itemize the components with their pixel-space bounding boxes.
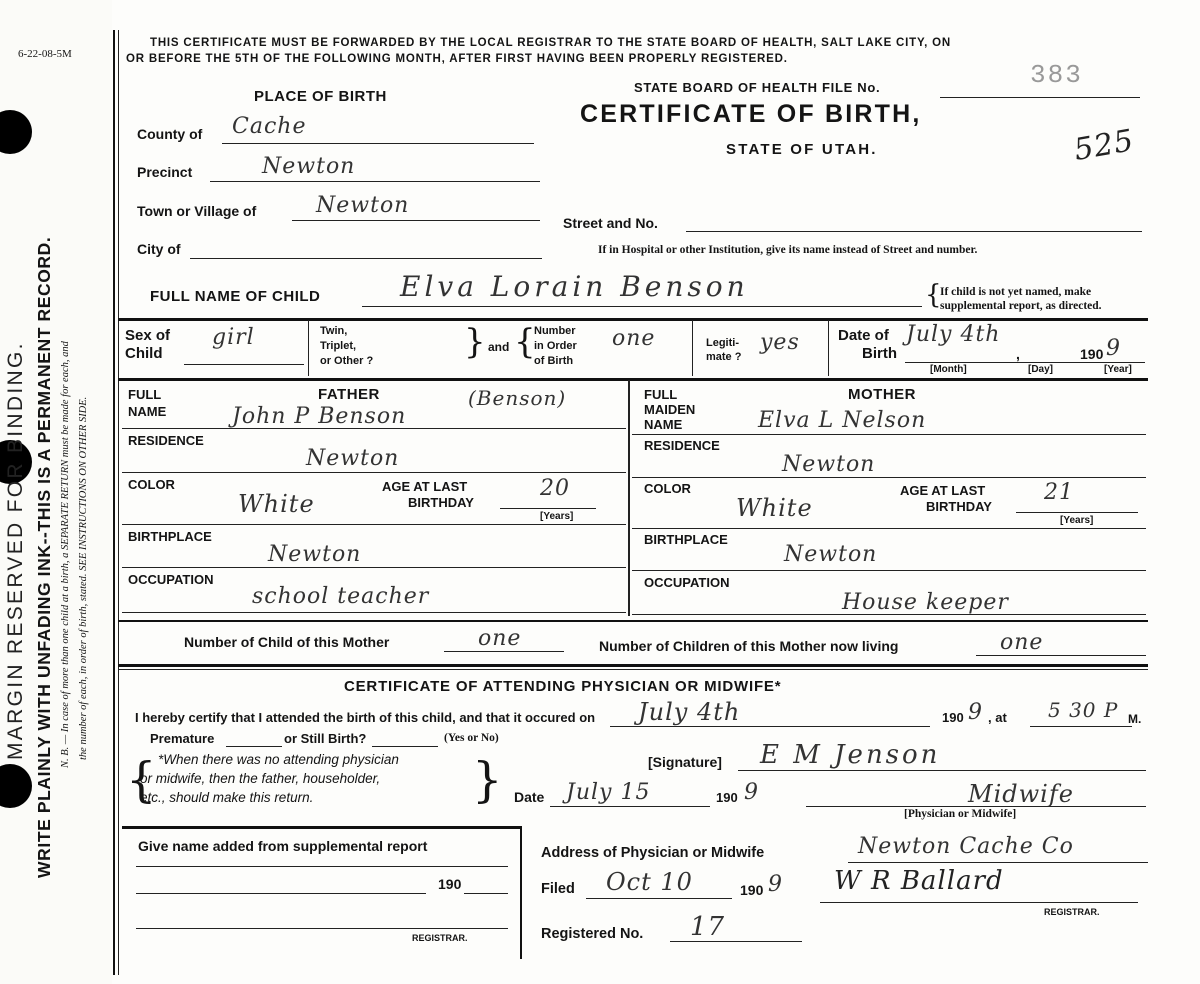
note-brace-left: { [126,752,157,808]
father-occupation-line [122,612,626,613]
dob-year-digit: 9 [1106,336,1121,361]
physician-title-line [806,806,1146,807]
margin-rule [113,30,115,975]
forwarding-notice-line-2: OR BEFORE THE 5TH OF THE FOLLOWING MONTH, AFTER FIRST HAVING BEEN PROPERLY REGISTERED. [126,53,788,65]
filed-year-prefix: 190 [740,882,764,898]
father-color: White [238,490,315,518]
supplemental-registrar-label: REGISTRAR. [412,933,468,943]
birth-date-line [610,726,930,727]
mother-age-line [1016,512,1138,513]
yes-no-label: (Yes or No) [444,732,499,744]
father-residence: Newton [306,446,400,471]
father-residence-label: RESIDENCE [128,433,204,448]
twin-label-3: or Other ? [320,355,374,367]
address-line [848,862,1148,863]
physician-title-caption: [Physician or Midwife] [904,808,1017,820]
parents-top-rule [118,378,1148,381]
address-label: Address of Physician or Midwife [541,845,765,861]
father-age: 20 [540,476,570,501]
city-line [190,258,542,259]
m-label: M. [1128,712,1142,726]
dob-label-2: Birth [862,345,897,362]
filed-date-line [586,898,732,899]
certificate-subtitle: STATE OF UTAH. [726,141,878,158]
date-label: Date [514,789,545,805]
year-caption: [Year] [1104,364,1132,375]
dob-line [905,362,1145,363]
forwarding-notice-line-1: THIS CERTIFICATE MUST BE FORWARDED BY THE LOCAL REGISTRAR TO THE STATE BOARD OF HEALTH, SALT LAKE CITY, ON [150,37,951,49]
margin-rule-inner [118,30,119,975]
registrar-label: REGISTRAR. [1044,907,1100,917]
signature-label: [Signature] [648,754,722,770]
sex-value: girl [212,325,255,350]
margin-note-2: the number of each, in order of birth, stated. SEE INSTRUCTIONS ON OTHER SIDE. [78,396,89,760]
counts-top-rule [118,620,1148,622]
side-number: 525 [1071,123,1137,168]
supplemental-line-2 [136,893,426,894]
number-label-3: of Birth [534,355,574,367]
registered-line [670,941,802,942]
number-of-birth: one [612,326,656,351]
mother-color-label: COLOR [644,481,691,496]
dob-month-day: July 4th [906,322,1001,347]
time-line [1030,726,1132,727]
mother-full-label: FULL [644,387,678,402]
mother-color: White [736,494,813,522]
binding-text: MARGIN RESERVED FOR BINDING. [4,341,27,760]
child-number-line [444,651,564,652]
twin-label-1: Twin, [320,325,348,337]
mother-birthplace-label: BIRTHPLACE [644,532,728,547]
dob-label-1: Date of [838,327,889,344]
mother-age-label-2: BIRTHDAY [926,499,992,514]
mother-birthplace: Newton [784,542,878,567]
physician-address: Newton Cache Co [858,834,1074,859]
mother-name: Elva L Nelson [758,408,927,433]
dob-divider [828,320,829,376]
legit-divider [692,320,693,376]
mother-residence: Newton [782,452,876,477]
child-row-top-rule [118,318,1148,321]
name-note-1: If child is not yet named, make [940,286,1092,298]
cert-year-prefix: 190 [942,710,964,725]
physician-title: Midwife [968,780,1074,808]
cert-year-digit: 9 [968,700,983,725]
mother-years-caption: [Years] [1060,515,1094,526]
child-number-label: Number of Child of this Mother [184,634,390,650]
street-line [686,231,1142,232]
name-note-2: supplemental report, as directed. [940,300,1102,312]
father-residence-line [122,472,626,473]
father-birthplace-label: BIRTHPLACE [128,529,212,544]
mother-birthplace-line [632,570,1146,571]
physician-top-rule [118,664,1148,667]
at-label: , at [988,710,1007,725]
day-caption: [Day] [1028,364,1054,375]
sex-line [184,364,304,365]
sex-label-2: Child [125,345,163,362]
sign-year-prefix: 190 [716,790,738,805]
physician-note-1: *When there was no attending physician [158,752,399,767]
signature-line [738,770,1146,771]
twin-divider [308,320,309,376]
child-name-line [362,306,922,307]
child-name-label: FULL NAME OF CHILD [150,288,321,305]
city-label: City of [137,241,181,257]
supplemental-year: 190 [438,876,462,892]
precinct-line [210,181,540,182]
parents-divider [628,380,630,616]
legit-label-1: Legiti- [706,337,739,349]
legit-label-2: mate ? [706,351,742,363]
registered-number: 17 [690,912,726,942]
precinct-value: Newton [262,154,356,179]
legitimate-value: yes [760,330,800,355]
birth-time: 5 30 P [1048,698,1119,722]
father-birthplace: Newton [268,542,362,567]
father-color-label: COLOR [128,477,175,492]
father-birthplace-line [122,567,626,568]
and-label: and [488,340,510,354]
mother-residence-line [632,477,1146,478]
father-name: John P Benson [232,404,407,429]
sign-date-line [550,806,710,807]
supplemental-name-line [136,866,508,867]
premature-label: Premature [150,731,215,746]
living-label: Number of Children of this Mother now living [599,638,899,654]
twin-brace: } [464,322,486,362]
supplemental-label: Give name added from supplemental report [138,838,428,854]
father-years-caption: [Years] [540,511,574,522]
supplemental-year-line [464,893,508,894]
sign-date: July 15 [566,780,651,805]
file-number: 383 [1030,60,1083,90]
father-color-line [122,524,626,525]
father-age-label-1: AGE AT LAST [382,479,468,494]
note-brace-right: } [472,752,503,808]
supplemental-registrar-line [136,928,508,929]
child-name: Elva Lorain Benson [400,270,749,303]
mother-residence-label: RESIDENCE [644,438,720,453]
registrar-signature: W R Ballard [834,866,1004,896]
mother-age: 21 [1044,480,1074,505]
physician-note-2: or midwife, then the father, householder, [140,771,381,786]
number-label-1: Number [534,325,576,337]
mother-heading: MOTHER [848,386,916,403]
filed-year-digit: 9 [768,872,783,897]
mother-occupation: House keeper [842,590,1009,615]
number-brace: { [514,322,536,362]
number-label-2: in Order [534,340,577,352]
permanent-record-text: WRITE PLAINLY WITH UNFADING INK--THIS IS A PERMANENT RECORD. [34,236,54,878]
sex-label-1: Sex of [125,327,171,344]
mother-occupation-line [632,614,1146,615]
father-heading: FATHER [318,386,380,403]
father-age-label-2: BIRTHDAY [408,495,474,510]
physician-top-rule-2 [118,669,1148,670]
father-full-label: FULL [128,387,162,402]
form-code: 6-22-08-5M [18,48,72,60]
still-birth-label: or Still Birth? [284,731,367,746]
mother-age-label-1: AGE AT LAST [900,483,986,498]
sign-year-digit: 9 [744,780,759,805]
twin-label-2: Triplet, [320,340,357,352]
still-birth-line [372,746,438,747]
file-number-line [940,97,1140,98]
county-line [222,143,534,144]
mother-occupation-label: OCCUPATION [644,575,730,590]
dob-comma: , [1016,346,1020,362]
margin-note-1: N. B. — In case of more than one child at a birth, a SEPARATE RETURN must be made for each, and [60,341,71,768]
registered-label: Registered No. [541,926,644,942]
living-line [976,655,1146,656]
town-value: Newton [316,193,410,218]
mother-maiden-label: MAIDEN [644,402,696,417]
dob-year-prefix: 190 [1080,346,1104,362]
premature-line [226,746,282,747]
mother-name-line [632,434,1146,435]
physician-note-3: etc., should make this return. [140,790,314,805]
mother-name-label: NAME [644,417,683,432]
filed-label: Filed [541,881,575,897]
street-label: Street and No. [563,215,658,231]
hospital-note: If in Hospital or other Institution, give its name instead of Street and number. [598,244,978,256]
child-number-value: one [478,626,522,651]
town-line [292,220,540,221]
month-caption: [Month] [930,364,967,375]
file-number-label: STATE BOARD OF HEALTH FILE No. [634,80,881,95]
precinct-label: Precinct [137,164,193,180]
signature: E M Jenson [760,740,941,770]
town-label: Town or Village of [137,203,257,219]
physician-heading: CERTIFICATE OF ATTENDING PHYSICIAN OR MIDWIFE* [344,678,782,695]
filed-date: Oct 10 [606,868,693,896]
living-value: one [1000,630,1044,655]
county-value: Cache [232,114,307,139]
birth-date: July 4th [638,698,741,726]
place-of-birth-heading: PLACE OF BIRTH [254,88,387,105]
father-name-line [122,428,626,429]
name-brace: { [925,280,942,310]
certify-text: I hereby certify that I attended the birth of this child, and that it occured on [135,710,596,725]
father-occupation-label: OCCUPATION [128,572,214,587]
father-alt-name: (Benson) [468,386,567,410]
county-label: County of [137,126,203,142]
registrar-signature-line [820,902,1138,903]
mother-color-line [632,528,1146,529]
certificate-title: CERTIFICATE OF BIRTH, [580,100,922,128]
father-name-label: NAME [128,404,167,419]
father-occupation: school teacher [252,584,430,609]
father-age-line [500,508,596,509]
